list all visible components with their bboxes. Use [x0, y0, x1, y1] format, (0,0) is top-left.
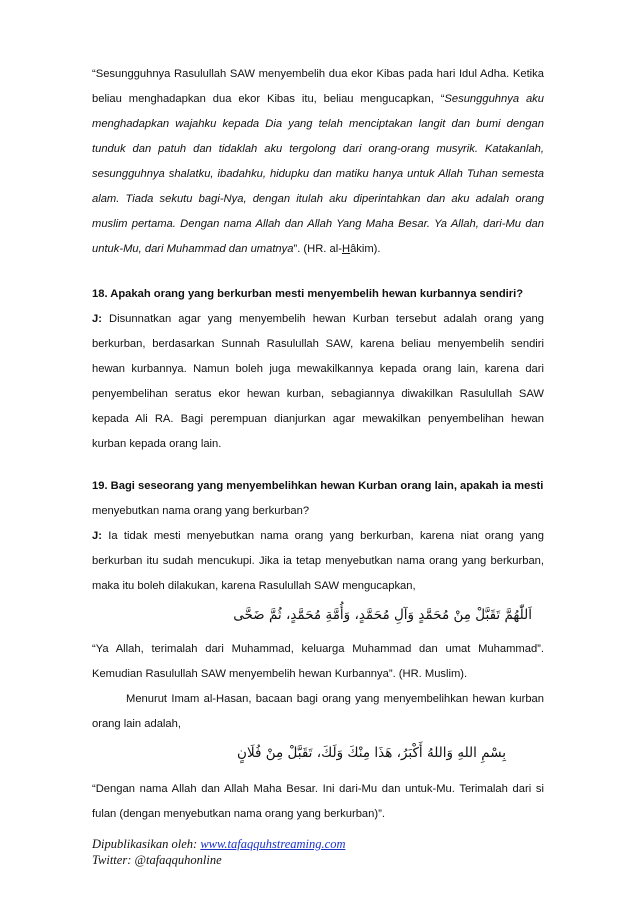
- imam-hasan-paragraph: Menurut Imam al-Hasan, bacaan bagi orang yang menyembelihkan hewan kurban orang lain adalah,: [92, 693, 544, 730]
- answer-18: J: Disunnatkan agar yang menyembelih hewan Kurban tersebut adalah orang yang berkurban, berdasarkan Sunnah Rasulullah SAW, karena beliau menyembelih sendiri hewan kurbannya. Namun boleh juga mewakilkannya kepada orang lain, karena dari penyembelihan seratus ekor hewan kurban, sebagiannya diwakilkan Rasulullah SAW kepada Ali RA. Bagi perempuan dianjurkan agar mewakilkan penyembelihan hewan kurban kepada orang lain.: [92, 313, 544, 450]
- footer: [92, 836, 345, 868]
- answer-label: J:: [92, 313, 102, 325]
- translation-2: “Dengan nama Allah dan Allah Maha Besar. Ini dari-Mu dan untuk-Mu. Terimalah dari si fulan (dengan menyebutkan nama orang yang berkurban)”.: [92, 783, 544, 820]
- answer-19: J: Ia tidak mesti menyebutkan nama orang yang berkurban, karena niat orang yang berkurban itu sudah mencukupi. Jika ia tetap menyebutkan nama orang yang berkurban, maka itu boleh dilakukan, karena Rasulullah SAW mengucapkan,: [92, 530, 544, 592]
- arabic-prayer-2: بِسْمِ اللهِ وَاللهُ أَكْبَرُ، هَذَا مِنْكَ وَلَكَ، تَقَبَّلْ مِنْ فُلَانٍ: [237, 745, 506, 761]
- answer-label: J:: [92, 530, 102, 542]
- question-19-continued: menyebutkan nama orang yang berkurban?: [92, 505, 310, 517]
- translation-1: “Ya Allah, terimalah dari Muhammad, keluarga Muhammad dan umat Muhammad”. Kemudian Rasulullah SAW menyembelih hewan Kurbannya”. (HR. Muslim).: [92, 643, 544, 680]
- hadith-paragraph: [92, 62, 544, 262]
- publisher-link[interactable]: www.tafaqquhstreaming.com: [200, 837, 346, 851]
- question-19: 19. Bagi seseorang yang menyembelihkan hewan Kurban orang lain, apakah ia mesti: [92, 480, 544, 492]
- twitter-line: Twitter: @tafaqquhonline: [92, 853, 222, 867]
- hadith-intro: “Sesungguhnya Rasulullah SAW menyembelih dua ekor Kibas pada hari Idul Adha. Ketika beliau menghadapkan dua ekor Kibas itu, beliau mengucapkan, “: [92, 68, 544, 105]
- publisher-line: Dipublikasikan oleh: www.tafaqquhstreaming.com: [92, 837, 346, 851]
- hadith-quote: Sesungguhnya aku menghadapkan wajahku kepada Dia yang telah menciptakan langit dan bumi dengan tunduk dan patuh dan tidaklah aku tergolong dari orang-orang musyrik. Katakanlah, sesungguhnya shalatku, ibadahku, hidupku dan matiku hanya untuk Allah Tuhan semesta alam. Tiada sekutu bagi-Nya, dengan itulah aku diperintahkan dan aku adalah orang muslim pertama. Dengan nama Allah dan Allah Yang Maha Besar. Ya Allah, dari-Mu dan untuk-Mu, dari Muhammad dan umatnya: [92, 93, 544, 255]
- hadith-source: ”. (HR. al-Hâkim).: [293, 243, 381, 255]
- question-18: 18. Apakah orang yang berkurban mesti menyembelih hewan kurbannya sendiri?: [92, 288, 524, 300]
- document-body: [92, 62, 544, 827]
- arabic-prayer-1: اَللّٰهُمَّ تَقَبَّلْ مِنْ مُحَمَّدٍ وَآلِ مُحَمَّدٍ، وَأُمَّةِ مُحَمَّدٍ، ثُمَّ ضَحَّى: [233, 607, 532, 623]
